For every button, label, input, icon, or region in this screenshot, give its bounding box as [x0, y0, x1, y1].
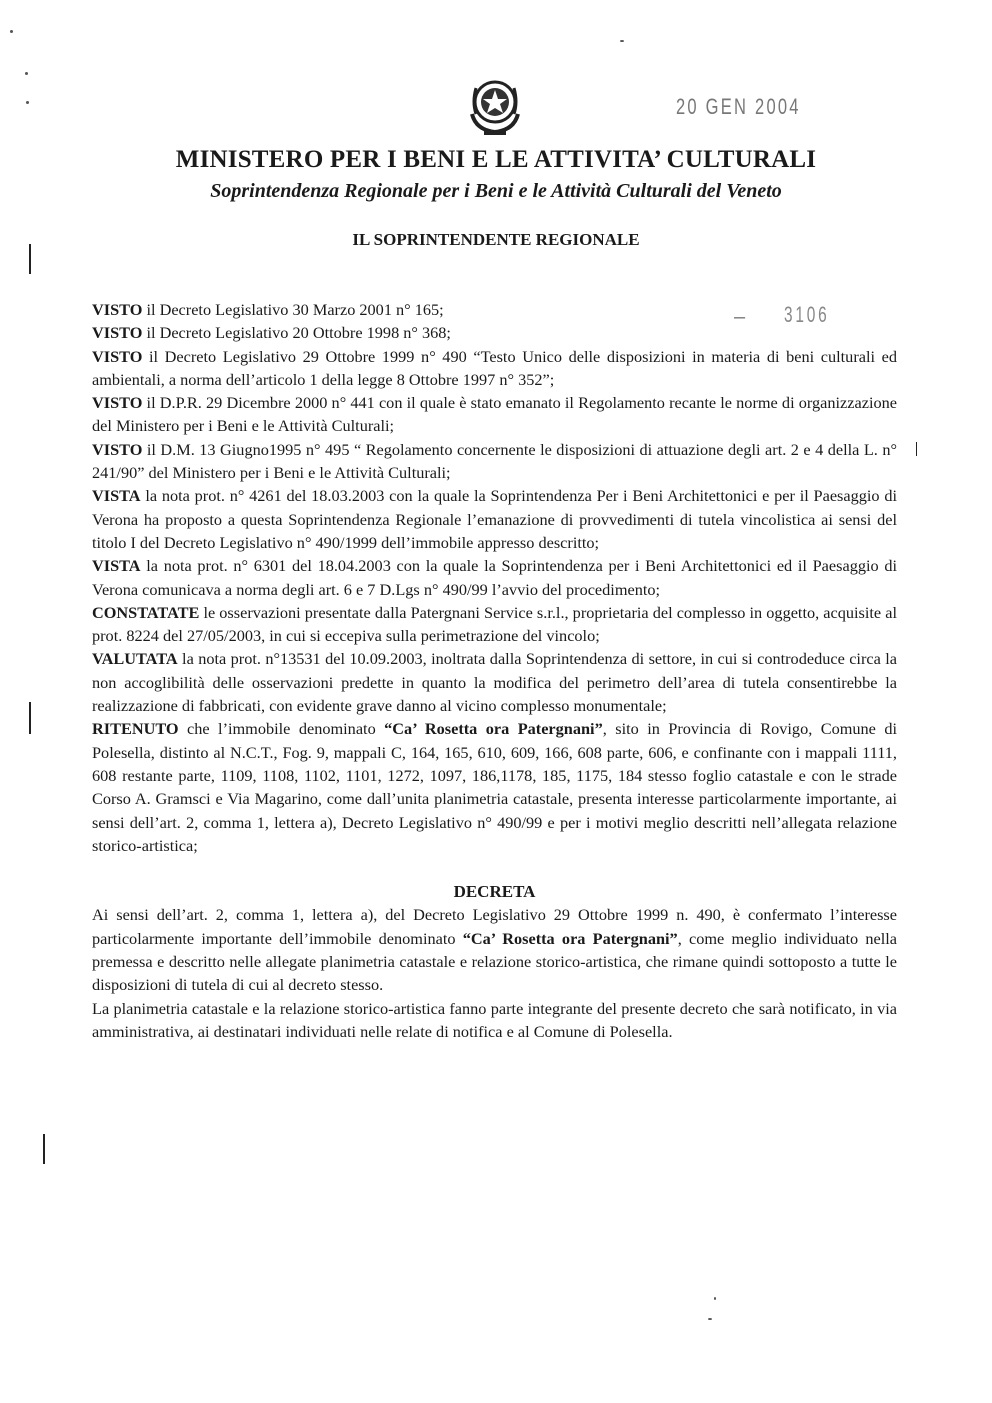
consideration-keyword: VISTO: [92, 393, 143, 413]
consideration-text: che l’immobile denominato: [178, 719, 385, 739]
consideration: [92, 647, 897, 717]
margin-mark: [43, 1134, 45, 1164]
consideration-keyword: VISTO: [92, 323, 143, 343]
scan-speck: [714, 1297, 716, 1300]
consideration-text: il Decreto Legislativo 20 Ottobre 1998 n° 368;: [142, 323, 451, 343]
consideration-text: il Decreto Legislativo 29 Ottobre 1999 n° 490 “Testo Unico delle disposizioni in materia di beni culturali ed ambientali, a norma dell’articolo 1 della legge 8 Ottobre 1997 n° 352”;: [92, 346, 897, 389]
italian-republic-emblem-icon: [466, 74, 524, 138]
property-name: “Ca’ Rosetta ora Patergnani”: [462, 928, 678, 948]
consideration: [92, 601, 897, 648]
consideration: [92, 484, 897, 554]
consideration: [92, 345, 897, 392]
decree-body: [92, 298, 897, 1043]
decree-paragraph: La planimetria catastale e la relazione storico-artistica fanno parte integrante del presente decreto che sarà notificato, in via amministrativa, ai destinatari individuati nelle relate di notifica e al Comune di Polesella.: [92, 998, 897, 1041]
decree-paragraph: [92, 903, 897, 996]
consideration-keyword: CONSTATATE: [92, 602, 200, 622]
consideration-keyword: RITENUTO: [92, 719, 179, 739]
consideration-text: il D.M. 13 Giugno1995 n° 495 “ Regolamento concernente le disposizioni di attuazione degli art. 2 e 4 della L. n° 241/90” del Ministero per i Beni e le Attività Culturali;: [92, 439, 897, 483]
consideration: [92, 438, 897, 485]
consideration-text: il Decreto Legislativo 30 Marzo 2001 n° 165;: [142, 300, 444, 319]
signer-title: IL SOPRINTENDENTE REGIONALE: [352, 230, 640, 249]
consideration-keyword: VISTO: [92, 439, 143, 459]
scan-speck: [10, 30, 13, 33]
consideration-text: il D.P.R. 29 Dicembre 2000 n° 441 con il quale è stato emanato il Regolamento recante le norme di organizzazione del Ministero per i Beni e le Attività Culturali;: [92, 393, 897, 436]
decree-heading: DECRETA: [453, 882, 536, 902]
consideration: [92, 554, 897, 601]
margin-mark: [29, 244, 31, 274]
office-subtitle: Soprintendenza Regionale per i Beni e le Attività Culturali del Veneto: [210, 180, 782, 202]
decree-text: , come meglio individuato nella premessa e descritto nelle allegate planimetria catastale e relazione storico-artistica, che rimane quindi sottoposto a tutte le disposizioni di tutela di cui al decreto stesso.: [92, 928, 897, 995]
consideration: [92, 321, 897, 344]
emblem: [466, 74, 524, 138]
scan-speck: [620, 40, 624, 42]
scan-speck: [25, 72, 28, 75]
consideration-text: le osservazioni presentate dalla Patergnani Service s.r.l., proprietaria del complesso in oggetto, acquisite al prot. 8224 del 27/05/2003, in cui si eccepiva sulla perimetrazione del vincolo;: [92, 602, 897, 646]
stamp-dash: –: [734, 306, 746, 328]
received-date-stamp: 20 GEN 2004: [676, 94, 801, 119]
consideration-text: la nota prot. n°13531 del 10.09.2003, inoltrata dalla Soprintendenza di settore, in cui si controdeduce circa la non accoglibilità delle osservazioni predette in quanto la modifica del perimetro dell’area di tutela consentirebbe la realizzazione di fabbricati, con evidente grave danno al vicino complesso monumentale;: [92, 649, 897, 716]
consideration-keyword: VALUTATA: [92, 649, 178, 669]
scan-speck: [26, 101, 29, 104]
consideration-ritenuto: [92, 717, 897, 857]
consideration: [92, 391, 897, 438]
consideration-keyword: VISTA: [92, 556, 141, 576]
consideration-text: la nota prot. n° 4261 del 18.03.2003 con la quale la Soprintendenza Per i Beni Architettonici e per il Paesaggio di Verona ha proposto a questa Soprintendenza Regionale l’emanazione di provvedimenti di tutela vincolistica ai sensi del titolo I del Decreto Legislativo n° 490/1999 dell’immobile appresso descritto;: [92, 486, 897, 552]
consideration: [92, 298, 897, 321]
margin-mark: [916, 442, 917, 456]
consideration-keyword: VISTO: [92, 300, 143, 319]
protocol-number-stamp: 3106: [784, 302, 830, 327]
scan-speck: [708, 1318, 712, 1320]
property-name: “Ca’ Rosetta ora Patergnani”: [384, 719, 603, 739]
consideration-keyword: VISTA: [92, 486, 141, 506]
consideration-text: la nota prot. n° 6301 del 18.04.2003 con la quale la Soprintendenza per i Beni Architettonici ed il Paesaggio di Verona comunicava a norma degli art. 6 e 7 D.Lgs n° 490/99 l’avvio del procedimento;: [92, 556, 897, 599]
margin-mark: [29, 702, 31, 734]
decree-text: Ai sensi dell’art. 2, comma 1, lettera a), del Decreto Legislativo 29 Ottobre 1999 n. 490, è confermato l’interesse particolarmente importante dell’immobile denominato: [92, 905, 897, 948]
consideration-keyword: VISTO: [92, 346, 143, 366]
ministry-title: MINISTERO PER I BENI E LE ATTIVITA’ CULTURALI: [175, 146, 817, 173]
consideration-text: , sito in Provincia di Rovigo, Comune di Polesella, distinto al N.C.T., Fog. 9, mappali C, 164, 165, 610, 609, 166, 608 parte, 606, e confinante con i mappali 1111, 608 restante parte, 1109, 1108, 1102, 1101, 1272, 1097, 186,1178, 185, 1175, 184 stesso foglio catastale e con le strade Corso A. Gramsci e Via Magarino, come dall’unita planimetria catastale, presenta interesse particolarmente importante, ai sensi dell’art. 2, comma 1, lettera a), Decreto Legislativo n° 490/99 e per i motivi meglio descritti nell’allegata relazione storico-artistica;: [92, 719, 898, 855]
